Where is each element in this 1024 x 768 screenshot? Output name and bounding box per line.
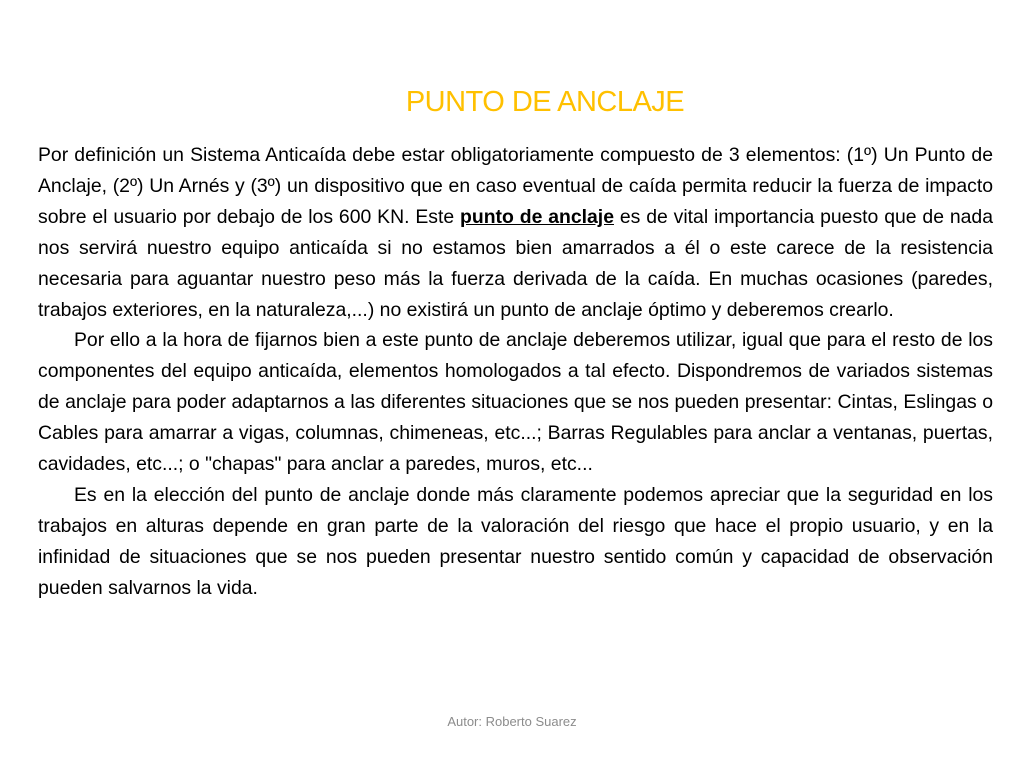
- paragraph-anchor-systems: Por ello a la hora de fijarnos bien a este punto de anclaje deberemos utilizar, igual que para el resto de los componentes del equipo anticaída, elementos homologados a tal efecto. Dispondremos de variados sistemas de anclaje para poder adaptarnos a las diferentes situaciones que se nos pueden presentar: Cintas, Eslingas o Cables para amarrar a vigas, columnas, chimeneas, etc...; Barras Regulables para anclar a ventanas, puertas, cavidades, etc...; o "chapas" para anclar a paredes, muros, etc...: [38, 329, 993, 476]
- author-footer: Autor: Roberto Suarez: [447, 714, 577, 729]
- paragraph-risk-assessment: Es en la elección del punto de anclaje donde más claramente podemos apreciar que la seguridad en los trabajos en alturas depende en gran parte de la valoración del riesgo que hace el propio usuario, y en la infinidad de situaciones que se nos pueden presentar nuestro sentido común y capacidad de observación pueden salvarnos la vida.: [38, 483, 993, 599]
- paragraph-definition: [38, 140, 993, 325]
- paragraph-definition-rest: es de vital importancia puesto que de nada nos servirá nuestro equipo anticaída si no estamos bien amarrados a él o este carece de la resistencia necesaria para aguantar nuestro peso más la fuerza derivada de la caída. En muchas ocasiones (paredes, trabajos exteriores, en la naturaleza,...) no existirá un punto de anclaje óptimo y deberemos crearlo.: [38, 205, 993, 321]
- paragraph-definition-intro: Por definición un Sistema Anticaída debe estar obligatoriamente compuesto de 3 elementos: (1º) Un Punto de Anclaje, (2º) Un Arnés y (3º) un dispositivo que en caso eventual de caída permita reducir la fuerza de impacto sobre el usuario por debajo de los 600 KN. Este: [38, 144, 993, 228]
- slide-title: PUNTO DE ANCLAJE: [405, 86, 685, 119]
- highlighted-term: punto de anclaje: [460, 205, 614, 228]
- slide-body: [38, 140, 993, 604]
